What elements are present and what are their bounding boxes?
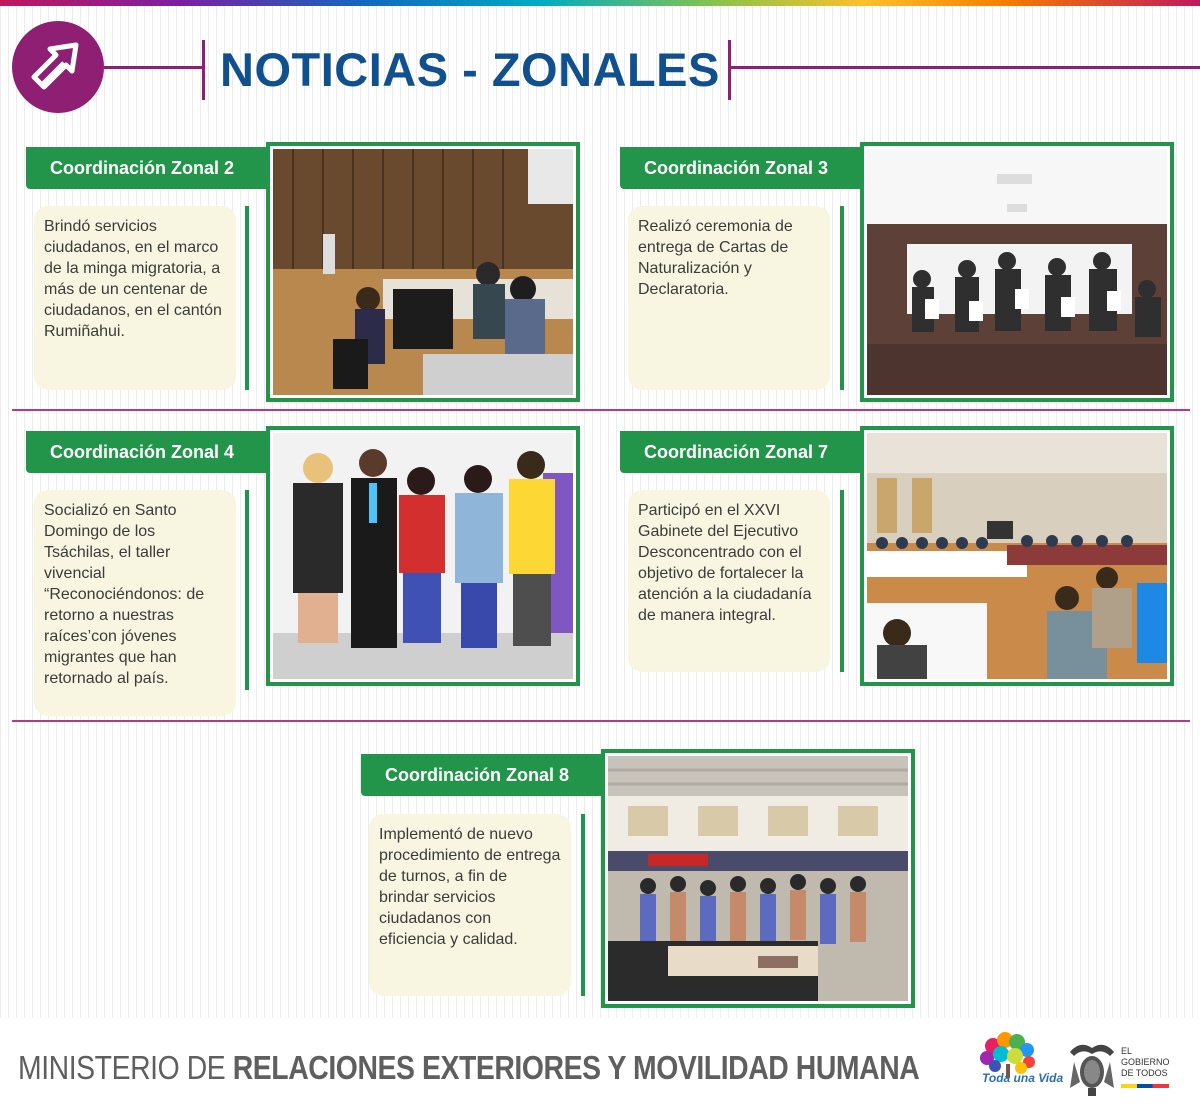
news-card-description: Realizó ceremonia de entrega de Cartas de Naturalización y Declaratoria. (628, 206, 830, 390)
zone-label: Coordinación Zonal 7 (620, 431, 864, 473)
gobierno-de-todos-label (1121, 1046, 1181, 1079)
news-card-description: Socializó en Santo Domingo de los Tsáchilas, el taller vivencial “Reconociéndonos: de retorno a nuestras raíces’con jóvenes migrantes que han retornado al país. (34, 490, 236, 716)
card-divider (840, 490, 844, 672)
news-photo-frame (860, 426, 1174, 686)
naturalization-ceremony-photo (867, 149, 1167, 395)
service-desk-photo (273, 149, 573, 395)
toda-una-vida-label: Toda una Vida (982, 1071, 1064, 1085)
cabinet-meeting-photo (867, 433, 1167, 679)
gobierno-line-2: GOBIERNO (1121, 1057, 1170, 1067)
zone-label: Coordinación Zonal 8 (361, 754, 605, 796)
card-divider (581, 814, 585, 996)
gobierno-line-1: EL (1121, 1046, 1133, 1056)
header-rule-left (104, 66, 204, 69)
news-card-description: Brindó servicios ciudadanos, en el marco de la minga migratoria, a más de un centenar de ciudadanos, en el cantón Rumiñahui. (34, 206, 236, 390)
zone-label: Coordinación Zonal 3 (620, 147, 864, 189)
workshop-group-photo (273, 433, 573, 679)
zone-label: Coordinación Zonal 2 (26, 147, 270, 189)
double-arrow-icon (12, 21, 104, 113)
toda-una-vida-logo (975, 1030, 1064, 1096)
news-photo-frame (266, 426, 580, 686)
card-divider (245, 490, 249, 690)
top-color-stripe (0, 0, 1200, 6)
card-divider (245, 206, 249, 390)
flag-stripe (1121, 1084, 1169, 1088)
page-title: NOTICIAS - ZONALES (220, 43, 720, 96)
row-separator (12, 409, 1190, 411)
news-photo-frame (860, 142, 1174, 402)
gobierno-line-3: DE TODOS (1121, 1068, 1168, 1078)
ministry-name-bold: RELACIONES EXTERIORES Y MOVILIDAD HUMANA (232, 1049, 920, 1086)
row-separator (12, 720, 1190, 722)
ministry-name (18, 1046, 919, 1090)
header-rule-right (731, 66, 1200, 69)
ministry-prefix: MINISTERIO DE (18, 1049, 226, 1086)
news-card-description: Implementó de nuevo procedimiento de entrega de turnos, a fin de brindar servicios ciudadanos con eficiencia y calidad. (369, 814, 571, 996)
news-photo-frame (601, 749, 915, 1008)
zone-label: Coordinación Zonal 4 (26, 431, 270, 473)
news-card-description: Participó en el XXVI Gabinete del Ejecutivo Desconcentrado con el objetivo de fortalecer la atención a la ciudadanía de manera integral. (628, 490, 830, 672)
header-rule-tick-left (202, 40, 205, 100)
service-hall-photo (608, 756, 908, 1001)
news-photo-frame (266, 142, 580, 402)
header-rule-tick-right (728, 40, 731, 100)
ecuador-coat-of-arms-icon (1066, 1038, 1118, 1098)
card-divider (840, 206, 844, 390)
